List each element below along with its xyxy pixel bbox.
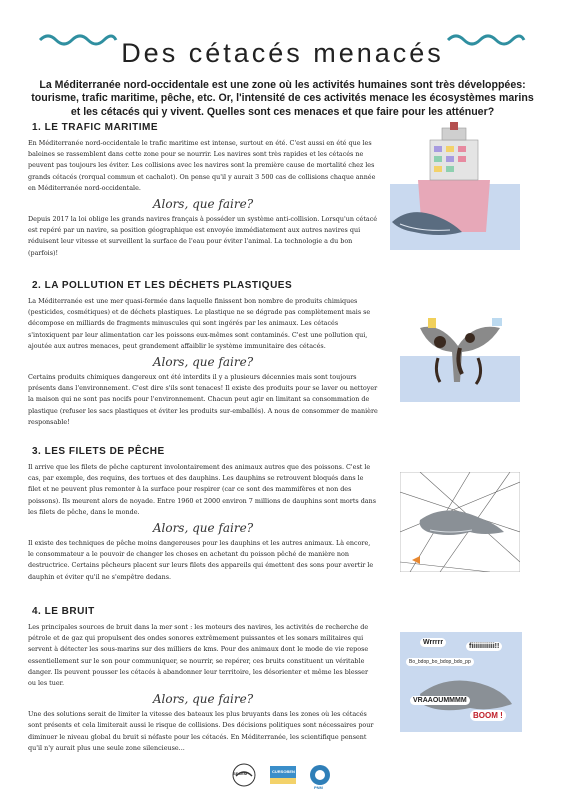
wave-ornament-right-icon [446,32,526,46]
page-title: Des cétacés menacés [121,38,444,69]
polluted-whale-tail-illustration [400,312,520,402]
section-pollution [28,280,378,428]
dolphin-net-illustration [400,472,520,572]
section-body: Il arrive que les filets de pêche capturent involontairement des animaux autres que des poissons. C'est le cas, par exemple, des requins, des tortues et des dauphins. Les dauphins se retrouvent bloqués dans le filet et ne peuvent plus remonter à la surface pour respirer (car ce sont des mammifères et non des poissons). Ils meurent alors de noyade. Entre 1960 et 2000 environ 7 millions de dauphins sont morts dans les filets de pêche, dans le monde. [28,463,376,516]
section-traffic [28,122,378,259]
section-title: 1. LE TRAFIC MARITIME [32,122,159,133]
section-nets [28,446,378,583]
noise-bubble: BOOM ! [470,710,506,721]
logo-label-cursoben: CURSOBEN [272,769,295,774]
section-body: Les principales sources de bruit dans la mer sont : les moteurs des navires, les activités de recherche de pétrole et de gaz qui propulsent des ondes sonores extrêmement puissantes et les sonars militaires qui servent à détecter les sous-marins sur des milliers de kms. Pour des animaux dont le mode de vie repose essentiellement sur le son pour communiquer, se nourrir, se repérer, ces bruits constituent un véritable danger. Ils peuvent pousser les cétacés à abandonner leur territoire, les désorienter et même les blesser ou les tuer. [28,623,369,688]
section-title: 3. LES FILETS DE PÊCHE [32,446,165,457]
noise-illustration [400,632,522,732]
logo-label-secem: SECEM [233,771,248,776]
alors-heading: Alors, que faire? [152,355,254,370]
ship-whale-illustration [390,120,520,250]
section-title: 4. LE BRUIT [32,606,95,617]
alors-heading: Alors, que faire? [152,521,254,536]
noise-bubble: Bo_bdop_bo_bdop_bdo_pp [406,658,474,666]
logo-label-pnm: PNM [314,785,323,790]
alors-heading: Alors, que faire? [152,692,254,707]
section-solution: Certains produits chimiques dangereux ont été interdits il y a plusieurs décennies mais sont toujours présents dans l'environnement. C'est dire s'ils sont tenaces! Il existe des produits pour se laver ou nettoyer la maison qui ne sont pas nocifs pour l'environnement. Chacun peut agir en limitant sa consommation de plastique (refuser les sacs plastiques et éviter les produits sur-emballés). A nous de consommer de manière responsable! [28,373,378,426]
section-solution: Depuis 2017 la loi oblige les grands navires français à posséder un système anti-collision. Lorsqu'un cétacé est repéré par un navire, sa position géographique est envoyée immédiatement aux autres navires qui réduisent leur vitesse et surveillent la surface de l'eau pour éviter l'animal. La technologie a du bon (parfois)! [28,215,378,257]
noise-bubble: fiiiiiiiiiiii!! [466,642,502,651]
section-solution: Une des solutions serait de limiter la vitesse des bateaux les plus bruyants dans les zones où les cétacés sont présents et cela limiterait aussi le risque de collisions. Des décisions politiques sont nécessaires pour diminuer le niveau global du bruit si néfaste pour les cétacés. En Méditerranée, les scientifique pensent qu'il n'y aurait plus une seule zone silencieuse... [28,710,374,752]
section-noise [28,606,378,754]
noise-bubble: Wrrrrr [420,638,446,647]
section-body: En Méditerranée nord-occidentale le trafic maritime est intense, surtout en été. C'est aussi en été que les baleines se rassemblent dans cette zone pour se nourrir. Les navires sont très rapides et les cétacés ne peuvent pas toujours les éviter. Les collisions avec les navires sont la première cause de mortalité chez les grands cétacés (rorqual commun et cachalot). On pense qu'il y aurait 3 500 cas de collisions chaque année en Méditerranée nord-occidentale. [28,139,376,192]
section-title: 2. LA POLLUTION ET LES DÉCHETS PLASTIQUES [32,280,293,291]
noise-bubble: VRAAOUMMMM [410,696,470,705]
section-body: La Méditerranée est une mer quasi-fermée dans laquelle finissent bon nombre de produits chimiques (pesticides, cosmétiques) et de déchets plastiques. Le plastique ne se dégrade pas complètement mais se décompose en milliards de fragments minuscules qui sont ingérés par les animaux. Les cétacés s'intoxiquent par leur alimentation car les poissons eux-mêmes sont contaminés. C'est une pollution qui, ajoutée aux autres menaces, peut grandement affaiblir le système immunitaire des cétacés. [28,297,371,350]
section-solution: Il existe des techniques de pêche moins dangereuses pour les dauphins et les autres animaux. Là encore, le consommateur a le pouvoir de changer les choses en achetant du poisson pêché de manière non destructrice. Certains pêcheurs placent sur leurs filets des appareils qui émettent des sons pour avertir le dauphin et éviter qu'il ne s'empêtre dedans. [28,539,374,581]
partner-logos [230,760,340,790]
intro-paragraph: La Méditerranée nord-occidentale est une zone où les activités humaines sont très développées: tourisme, trafic maritime, pêche, etc. Or, l'intensité de ces activités menace les écosystèmes marins et les cétacés qui y vivent. Quelles sont ces menaces et que faire pour les atténuer? [31,78,534,118]
alors-heading: Alors, que faire? [152,197,254,212]
